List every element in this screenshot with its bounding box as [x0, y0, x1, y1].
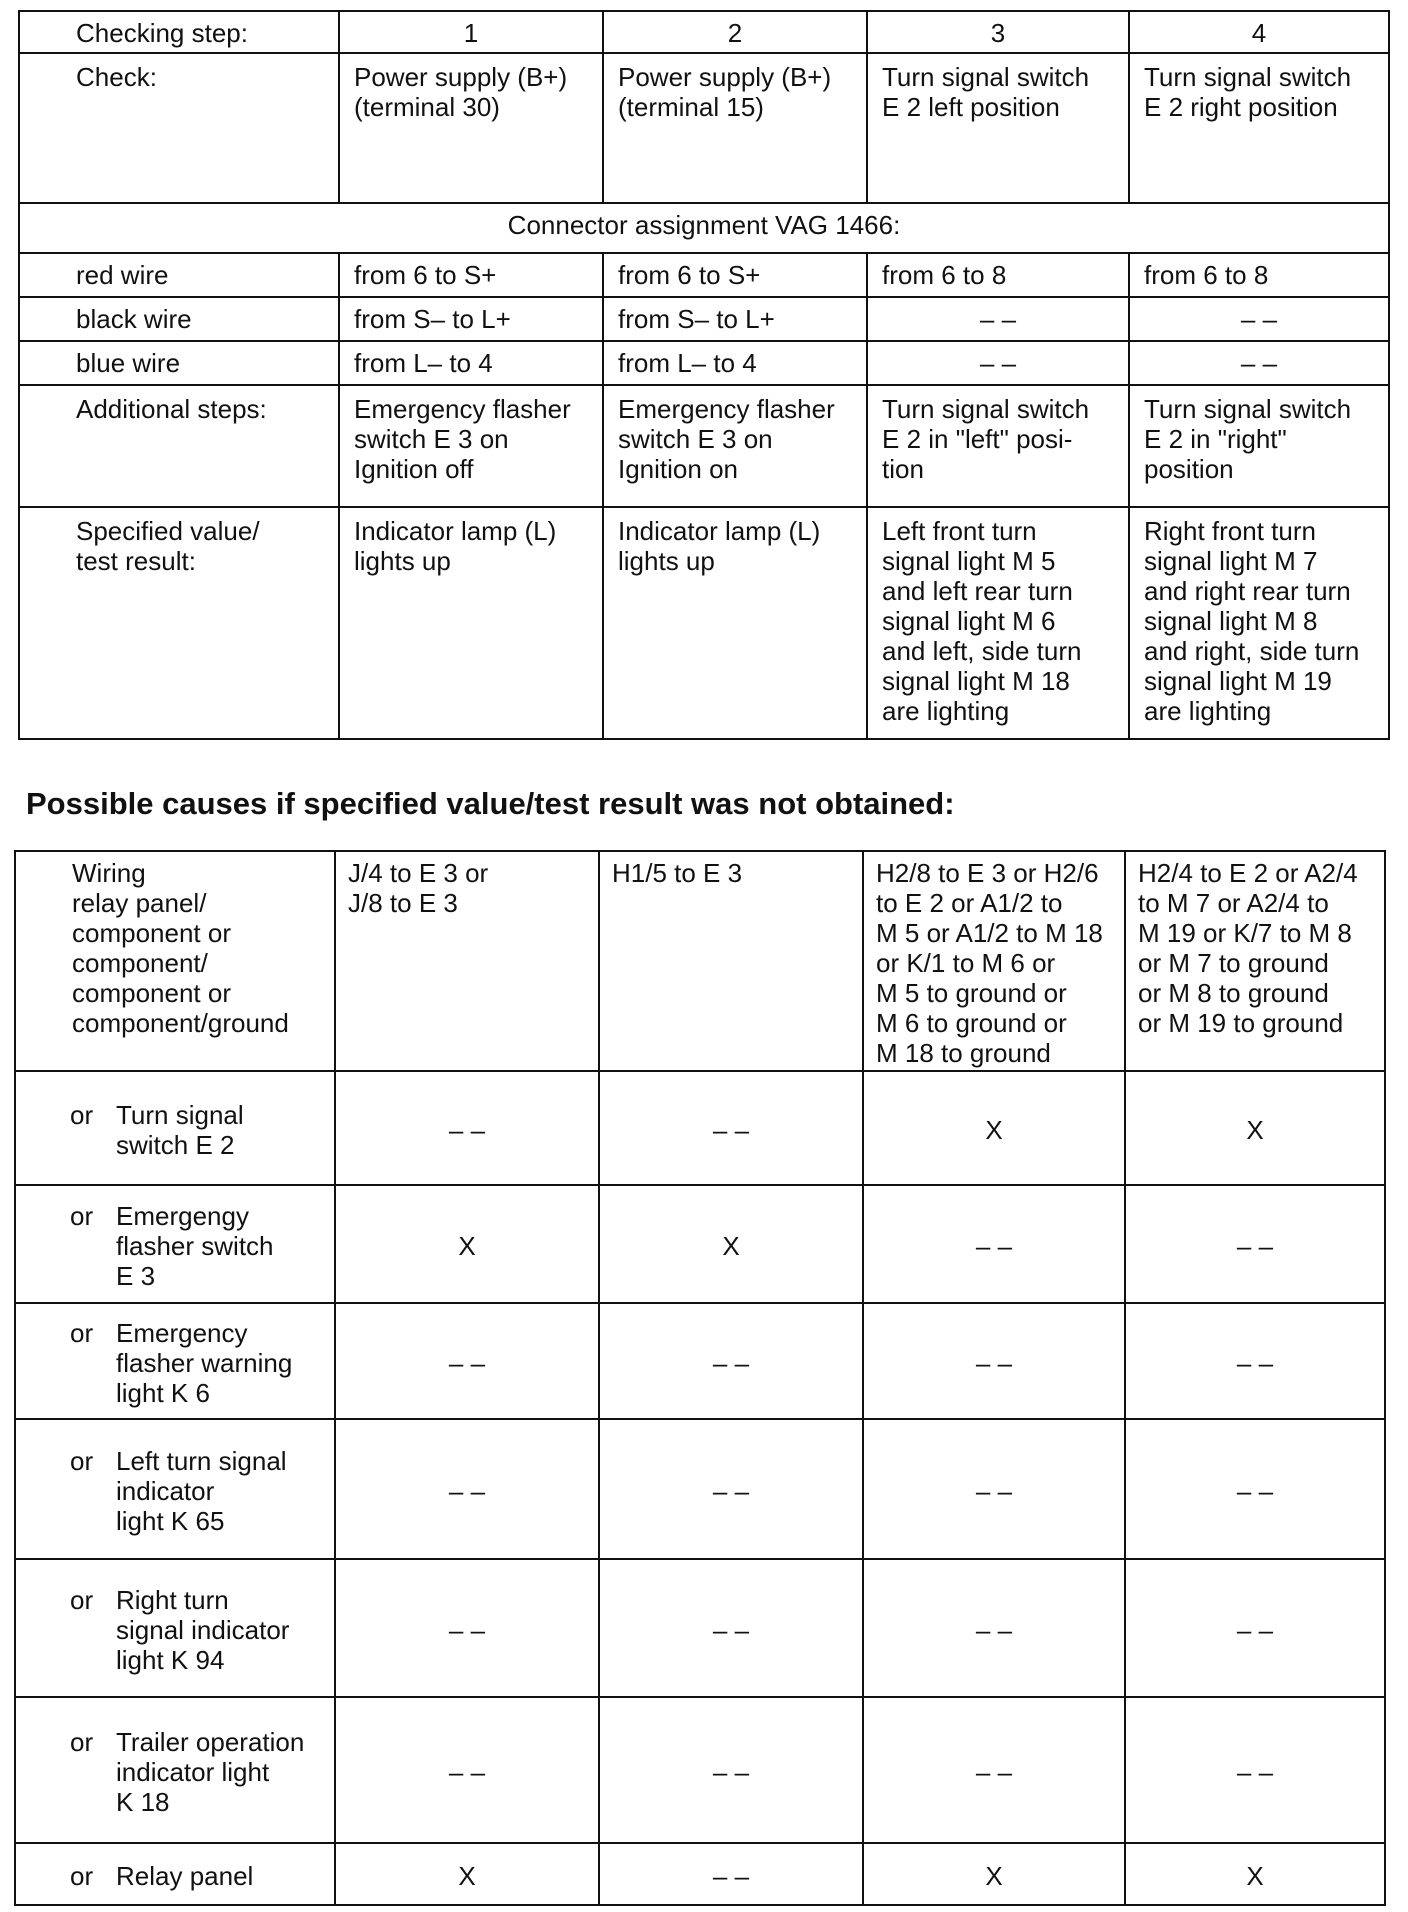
cause-mark: – – [863, 1303, 1125, 1419]
wire-row-black [19, 297, 1389, 341]
check-cell: Turn signal switch E 2 left position [867, 53, 1129, 203]
cause-mark: X [863, 1071, 1125, 1185]
or-word: or [70, 1201, 94, 1231]
additional-step-cell: Turn signal switch E 2 in "right" position [1129, 385, 1389, 507]
cause-mark: – – [1125, 1185, 1385, 1303]
step-number: 3 [867, 11, 1129, 53]
cause-mark: X [599, 1185, 863, 1303]
wiring-label: Wiring relay panel/ component or component/ component or component/ground [15, 851, 335, 1071]
or-word: or [70, 1100, 94, 1130]
cause-label: Trailer operation indicator light K 18 [116, 1727, 305, 1817]
wire-cell: – – [867, 341, 1129, 385]
checking-steps-table [18, 10, 1390, 740]
result-cell: Right front turn signal light M 7 and right rear turn signal light M 8 and right, side turn signal light M 19 are lighting [1129, 507, 1389, 739]
cause-row [15, 1559, 1385, 1697]
cause-row [15, 1303, 1385, 1419]
wiring-cell: J/4 to E 3 or J/8 to E 3 [335, 851, 599, 1071]
check-cell: Power supply (B+) (terminal 30) [339, 53, 603, 203]
wire-cell: from S– to L+ [339, 297, 603, 341]
wiring-cell: H2/8 to E 3 or H2/6 to E 2 or A1/2 to M 5 or A1/2 to M 18 or K/1 to M 6 or M 5 to ground or M 6 to ground or M 18 to ground [863, 851, 1125, 1071]
cause-mark: – – [863, 1697, 1125, 1843]
cause-mark: – – [335, 1559, 599, 1697]
wire-cell: from 6 to S+ [339, 253, 603, 297]
cause-label-cell [15, 1843, 335, 1905]
result-cell: Indicator lamp (L) lights up [339, 507, 603, 739]
wiring-cell: H2/4 to E 2 or A2/4 to M 7 or A2/4 to M 19 or K/7 to M 8 or M 7 to ground or M 8 to ground or M 19 to ground [1125, 851, 1385, 1071]
wire-cell: from S– to L+ [603, 297, 867, 341]
wire-cell: from 6 to 8 [1129, 253, 1389, 297]
cause-mark: X [335, 1843, 599, 1905]
result-cell: Indicator lamp (L) lights up [603, 507, 867, 739]
cause-row [15, 1697, 1385, 1843]
cause-mark: – – [1125, 1419, 1385, 1559]
wire-row-red [19, 253, 1389, 297]
cause-label: Emergengy flasher switch E 3 [116, 1201, 274, 1291]
wire-cell: – – [867, 297, 1129, 341]
additional-step-cell: Emergency flasher switch E 3 on Ignition off [339, 385, 603, 507]
cause-label-cell [15, 1419, 335, 1559]
result-cell: Left front turn signal light M 5 and left rear turn signal light M 6 and left, side turn signal light M 18 are lighting [867, 507, 1129, 739]
connector-assignment-title: Connector assignment VAG 1466: [19, 203, 1389, 253]
cause-mark: – – [863, 1559, 1125, 1697]
wire-label: blue wire [19, 341, 339, 385]
cause-mark: X [1125, 1071, 1385, 1185]
or-word: or [70, 1318, 94, 1348]
cause-row [15, 1419, 1385, 1559]
specified-value-row [19, 507, 1389, 739]
check-cell: Turn signal switch E 2 right position [1129, 53, 1389, 203]
or-word: or [70, 1446, 94, 1476]
wire-row-blue [19, 341, 1389, 385]
cause-label: Right turn signal indicator light K 94 [116, 1585, 290, 1675]
step-label: Checking step: [19, 11, 339, 53]
cause-mark: – – [335, 1303, 599, 1419]
additional-step-cell: Emergency flasher switch E 3 on Ignition on [603, 385, 867, 507]
or-word: or [70, 1585, 94, 1615]
cause-label: Relay panel [116, 1861, 254, 1891]
cause-mark: – – [1125, 1559, 1385, 1697]
wiring-row [15, 851, 1385, 1071]
check-cell: Power supply (B+) (terminal 15) [603, 53, 867, 203]
cause-label-cell [15, 1559, 335, 1697]
wire-cell: from 6 to 8 [867, 253, 1129, 297]
wire-label: red wire [19, 253, 339, 297]
cause-label: Left turn signal indicator light K 65 [116, 1446, 287, 1536]
additional-steps-label: Additional steps: [19, 385, 339, 507]
or-word: or [70, 1861, 94, 1891]
cause-mark: – – [599, 1419, 863, 1559]
cause-mark: – – [1125, 1303, 1385, 1419]
cause-label-cell [15, 1697, 335, 1843]
check-row [19, 53, 1389, 203]
cause-label-cell [15, 1071, 335, 1185]
connector-row [19, 203, 1389, 253]
cause-mark: – – [599, 1559, 863, 1697]
cause-mark: – – [335, 1419, 599, 1559]
wire-label: black wire [19, 297, 339, 341]
step-number: 1 [339, 11, 603, 53]
cause-mark: X [863, 1843, 1125, 1905]
wire-cell: from 6 to S+ [603, 253, 867, 297]
cause-mark: – – [599, 1697, 863, 1843]
wire-cell: – – [1129, 341, 1389, 385]
cause-label-cell [15, 1185, 335, 1303]
cause-mark: – – [335, 1071, 599, 1185]
or-word: or [70, 1727, 94, 1757]
possible-causes-table [14, 850, 1386, 1906]
check-label: Check: [19, 53, 339, 203]
wire-cell: from L– to 4 [603, 341, 867, 385]
cause-row [15, 1843, 1385, 1905]
specified-value-label: Specified value/ test result: [19, 507, 339, 739]
cause-label: Emergency flasher warning light K 6 [116, 1318, 293, 1408]
cause-mark: X [1125, 1843, 1385, 1905]
cause-mark: – – [863, 1185, 1125, 1303]
wire-cell: – – [1129, 297, 1389, 341]
cause-label: Turn signal switch E 2 [116, 1100, 244, 1160]
cause-mark: – – [863, 1419, 1125, 1559]
wiring-cell: H1/5 to E 3 [599, 851, 863, 1071]
cause-mark: – – [599, 1303, 863, 1419]
cause-label-cell [15, 1303, 335, 1419]
cause-mark: – – [599, 1071, 863, 1185]
cause-mark: – – [335, 1697, 599, 1843]
cause-row [15, 1185, 1385, 1303]
additional-steps-row [19, 385, 1389, 507]
cause-mark: X [335, 1185, 599, 1303]
additional-step-cell: Turn signal switch E 2 in "left" posi- tion [867, 385, 1129, 507]
step-number: 2 [603, 11, 867, 53]
step-number: 4 [1129, 11, 1389, 53]
possible-causes-heading: Possible causes if specified value/test result was not obtained: [26, 786, 955, 821]
cause-mark: – – [1125, 1697, 1385, 1843]
steps-header-row [19, 11, 1389, 53]
wire-cell: from L– to 4 [339, 341, 603, 385]
cause-row [15, 1071, 1385, 1185]
cause-mark: – – [599, 1843, 863, 1905]
